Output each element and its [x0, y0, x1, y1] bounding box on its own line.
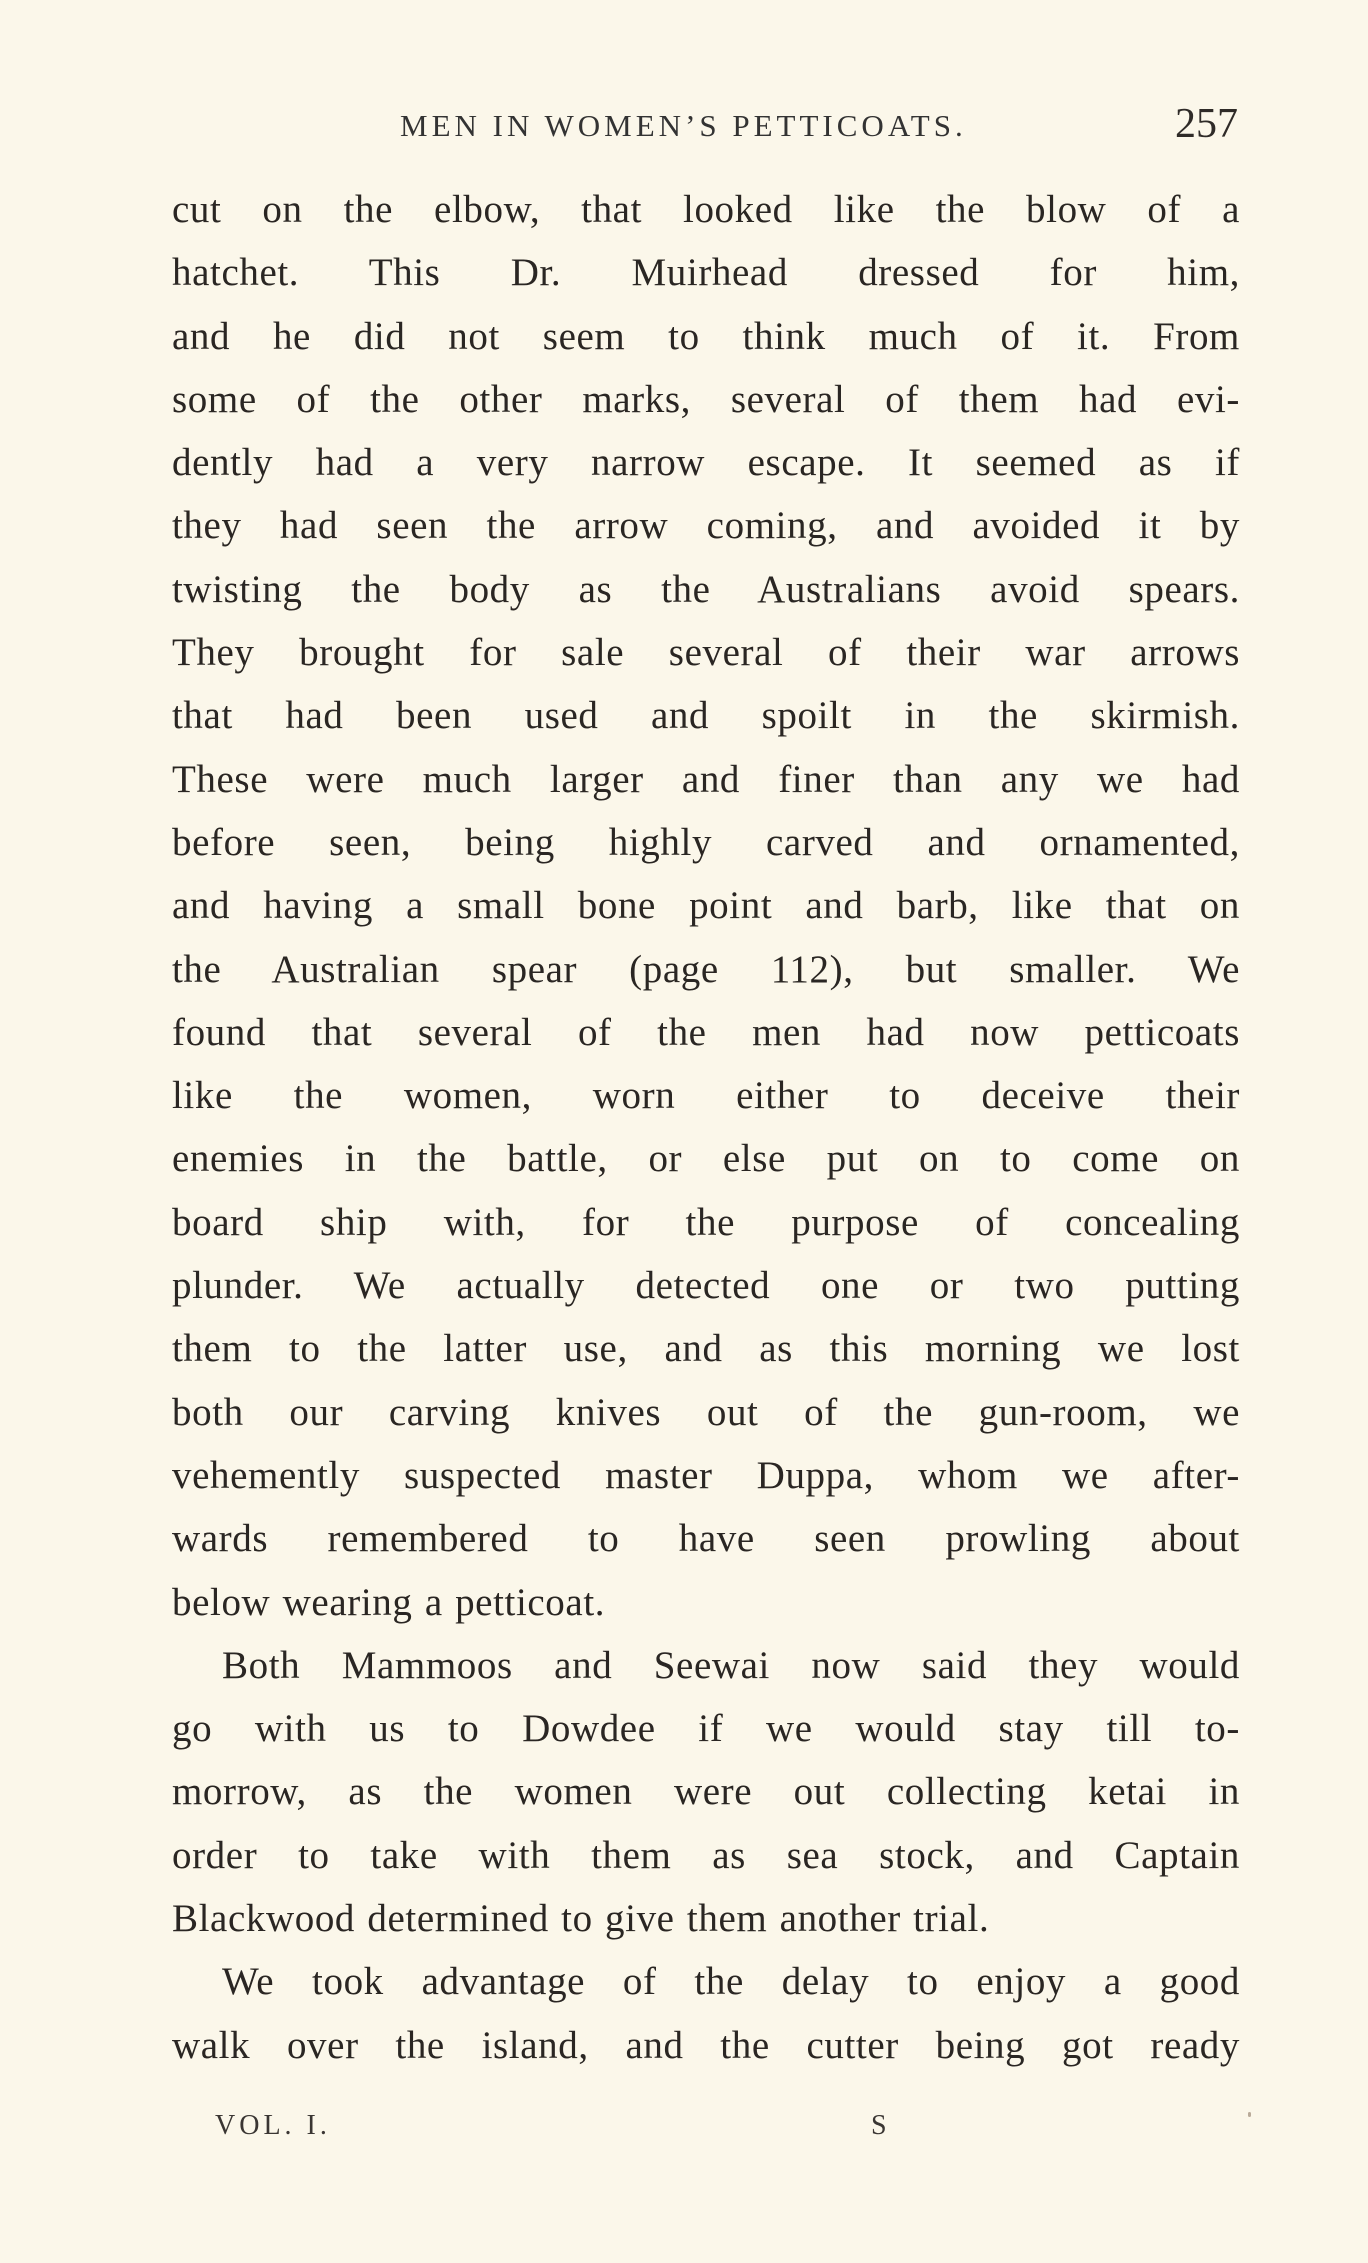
text-line: vehemently suspected master Duppa, whom we after-	[172, 1453, 1240, 1497]
text-line: They brought for sale several of their war arrows	[172, 631, 1240, 675]
signature-mark: S	[871, 2110, 891, 2141]
text-line: Both Mammoos and Seewai now said they would	[222, 1643, 1240, 1687]
text-line: walk over the island, and the cutter being got ready	[172, 2023, 1240, 2067]
text-line: them to the latter use, and as this morning we lost	[172, 1327, 1240, 1371]
paper-speck	[1248, 2112, 1251, 2117]
text-line: like the women, worn either to deceive their	[172, 1074, 1240, 1118]
text-line: enemies in the battle, or else put on to come on	[172, 1137, 1240, 1181]
text-line: they had seen the arrow coming, and avoided it by	[172, 504, 1240, 548]
text-line: and he did not seem to think much of it. From	[172, 314, 1240, 358]
text-line: cut on the elbow, that looked like the blow of a	[172, 188, 1240, 231]
text-line: dently had a very narrow escape. It seemed as if	[172, 441, 1240, 485]
text-line: go with us to Dowdee if we would stay till to-	[172, 1707, 1240, 1751]
text-line: and having a small bone point and barb, like that on	[172, 884, 1240, 928]
text-line: some of the other marks, several of them had evi-	[172, 377, 1240, 421]
running-title: MEN IN WOMEN’S PETTICOATS.	[400, 108, 967, 143]
body-text	[172, 178, 1240, 2077]
text-line: morrow, as the women were out collecting ketai in	[172, 1770, 1240, 1814]
text-line: both our carving knives out of the gun-room, we	[172, 1390, 1240, 1434]
text-line: below wearing a petticoat.	[172, 1580, 606, 1624]
text-line: that had been used and spoilt in the skirmish.	[172, 694, 1240, 738]
signature-line	[215, 2110, 1115, 2154]
text-line: wards remembered to have seen prowling about	[172, 1517, 1240, 1561]
text-line: board ship with, for the purpose of concealing	[172, 1200, 1240, 1244]
text-line: twisting the body as the Australians avoid spears.	[172, 567, 1240, 611]
running-head	[170, 100, 1250, 160]
text-line: before seen, being highly carved and ornamented,	[172, 820, 1240, 864]
text-line: These were much larger and finer than any we had	[172, 757, 1240, 801]
page-number: 257	[1175, 101, 1238, 147]
text-line: found that several of the men had now petticoats	[172, 1010, 1240, 1054]
text-line: plunder. We actually detected one or two putting	[172, 1264, 1240, 1308]
text-line: order to take with them as sea stock, and Captain	[172, 1833, 1240, 1877]
text-line: We took advantage of the delay to enjoy a good	[222, 1960, 1240, 2004]
text-line: the Australian spear (page 112), but smaller. We	[172, 947, 1240, 991]
text-line: Blackwood determined to give them another trial.	[172, 1897, 990, 1941]
volume-label: VOL. I.	[215, 2110, 331, 2141]
text-line: hatchet. This Dr. Muirhead dressed for him,	[172, 251, 1240, 295]
